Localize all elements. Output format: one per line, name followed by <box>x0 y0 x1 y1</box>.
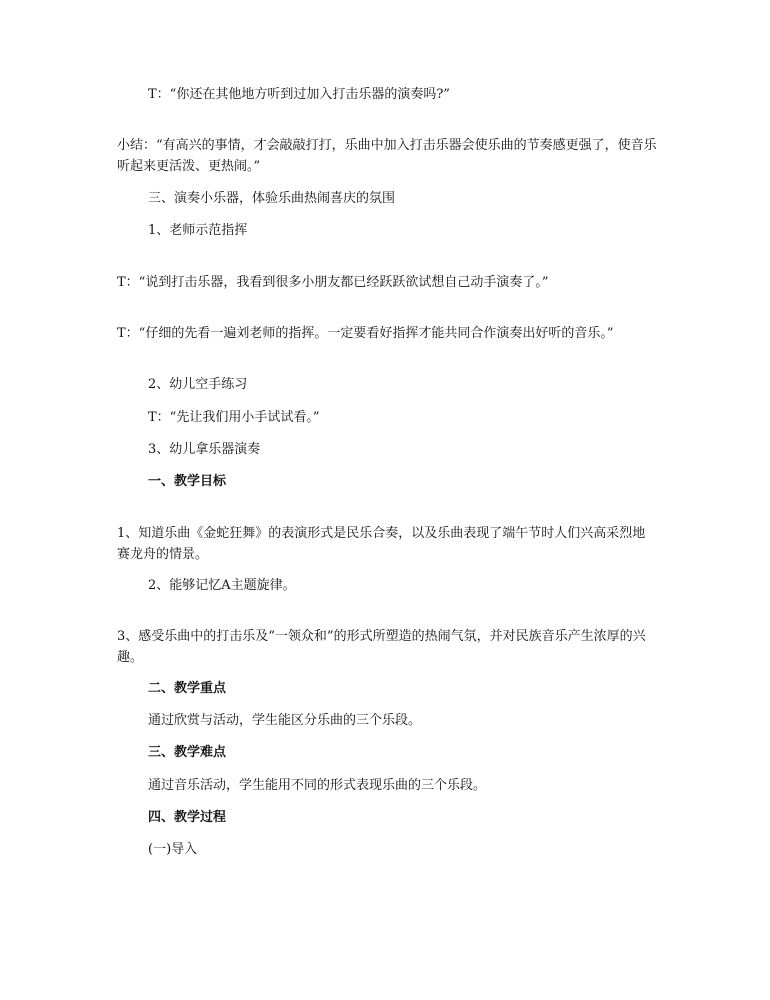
paragraph-focus: 通过欣赏与活动，学生能区分乐曲的三个乐段。 <box>148 713 422 728</box>
paragraph-goal-1: 1、知道乐曲《金蛇狂舞》的表演形式是民乐合奏，以及乐曲表现了端午节时人们兴高采烈地赛龙舟的情景。 <box>117 526 646 562</box>
subheading-introduction: (一)导入 <box>148 842 198 857</box>
section-heading-play-instruments: 三、演奏小乐器，体验乐曲热闹喜庆的氛围 <box>148 191 396 206</box>
paragraph-difficulty: 通过音乐活动，学生能用不同的形式表现乐曲的三个乐段。 <box>148 778 487 793</box>
heading-teaching-process: 四、教学过程 <box>148 810 227 825</box>
paragraph-teacher-question: T：“你还在其他地方听到过加入打击乐器的演奏吗?” <box>148 87 450 102</box>
list-item-play-instruments: 3、幼儿拿乐器演奏 <box>148 442 261 457</box>
paragraph-goal-3: 3、感受乐曲中的打击乐及“一领众和”的形式所塑造的热闹气氛，并对民族音乐产生浓厚的兴趣。 <box>117 629 646 665</box>
paragraph-teacher-conduct: T：“仔细的先看一遍刘老师的指挥。一定要看好指挥才能共同合作演奏出好听的音乐。” <box>117 326 614 341</box>
list-item-empty-hand-practice: 2、幼儿空手练习 <box>148 377 248 392</box>
list-item-teacher-demo: 1、老师示范指挥 <box>148 223 248 238</box>
heading-teaching-focus: 二、教学重点 <box>148 681 227 696</box>
heading-teaching-goals: 一、教学目标 <box>148 474 227 489</box>
paragraph-teacher-try: T：“先让我们用小手试试看。” <box>148 410 320 425</box>
paragraph-goal-2: 2、能够记忆A主题旋律。 <box>148 578 296 593</box>
paragraph-teacher-percussion: T：“说到打击乐器，我看到很多小朋友都已经跃跃欲试想自己动手演奏了。” <box>117 275 549 290</box>
heading-teaching-difficulty: 三、教学难点 <box>148 745 227 760</box>
paragraph-summary: 小结：“有高兴的事情，才会敲敲打打，乐曲中加入打击乐器会使乐曲的节奏感更强了，使音乐听起来更活泼、更热闹。” <box>117 138 657 174</box>
